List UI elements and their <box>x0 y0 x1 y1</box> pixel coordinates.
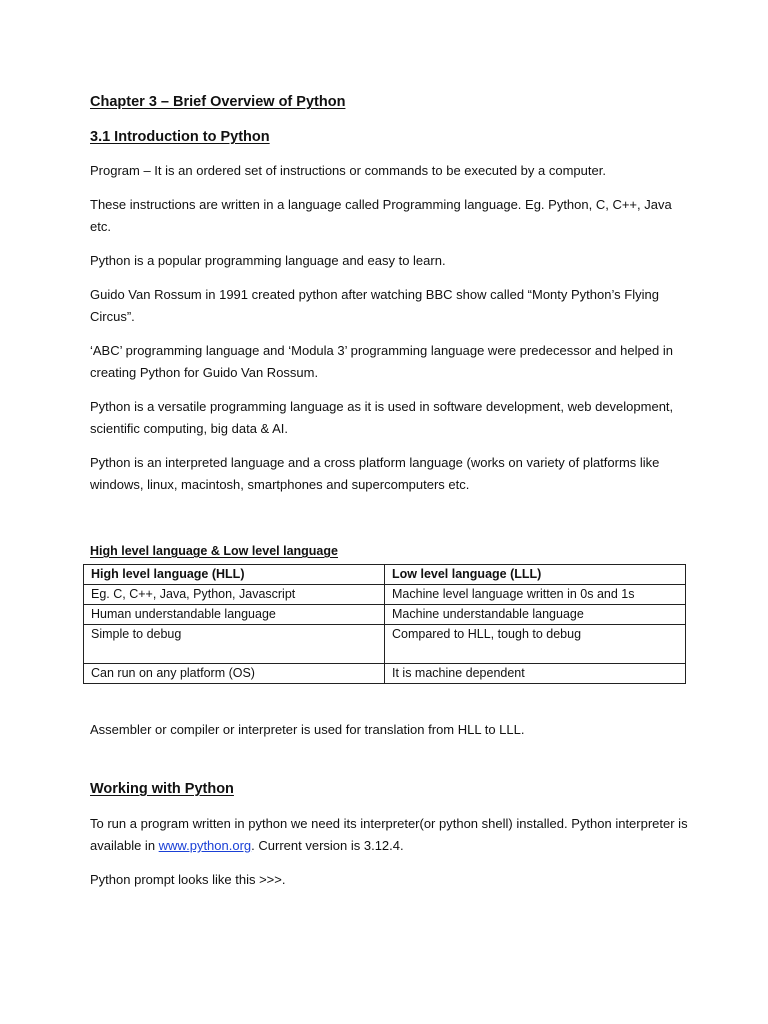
paragraph-program-definition: Program – It is an ordered set of instructions or commands to be executed by a computer. <box>90 163 606 178</box>
python-org-link[interactable]: www.python.org <box>158 838 252 853</box>
paragraph-text: To run a program written in python we need its interpreter(or python shell) installed. Python interpreter is available in <box>90 816 688 853</box>
paragraph-programming-language: These instructions are written in a language called Programming language. Eg. Python, C, C++, Java etc. <box>90 197 672 234</box>
chapter-title: Chapter 3 – Brief Overview of Python <box>90 94 346 110</box>
paragraph-interpreted: Python is an interpreted language and a cross platform language (works on variety of platforms like windows, linux, macintosh, smartphones and supercomputers etc. <box>90 455 660 492</box>
table-header-row <box>84 565 686 585</box>
paragraph-predecessors: ‘ABC’ programming language and ‘Modula 3’ programming language were predecessor and helped in creating Python for Guido Van Rossum. <box>90 343 673 380</box>
section-title: 3.1 Introduction to Python <box>90 129 270 145</box>
table-cell: Machine understandable language <box>385 605 686 625</box>
table-title: High level language & Low level language <box>90 544 338 558</box>
table-cell: Compared to HLL, tough to debug <box>385 625 686 664</box>
paragraph-translation: Assembler or compiler or interpreter is used for translation from HLL to LLL. <box>90 722 525 737</box>
paragraph-guido-history: Guido Van Rossum in 1991 created python after watching BBC show called “Monty Python’s Flying Circus”. <box>90 287 659 324</box>
table-row <box>84 625 686 664</box>
paragraph-python-prompt: Python prompt looks like this >>>. <box>90 872 286 887</box>
table-cell: Eg. C, C++, Java, Python, Javascript <box>84 585 385 605</box>
paragraph-python-popular: Python is a popular programming language and easy to learn. <box>90 253 446 268</box>
paragraph-interpreter-availability <box>90 813 688 857</box>
table-cell: Can run on any platform (OS) <box>84 664 385 684</box>
comparison-table <box>83 564 686 684</box>
table-header-lll: Low level language (LLL) <box>385 565 686 585</box>
table-header-hll: High level language (HLL) <box>84 565 385 585</box>
spacer <box>90 508 688 544</box>
table-cell: Human understandable language <box>84 605 385 625</box>
table-cell: Simple to debug <box>84 625 385 664</box>
table-cell: It is machine dependent <box>385 664 686 684</box>
spacer <box>90 753 688 781</box>
paragraph-text: . Current version is 3.12.4. <box>251 838 404 853</box>
table-cell: Machine level language written in 0s and 1s <box>385 585 686 605</box>
table-row <box>84 585 686 605</box>
table-row <box>84 664 686 684</box>
table-row <box>84 605 686 625</box>
paragraph-versatile: Python is a versatile programming language as it is used in software development, web development, scientific computing, big data & AI. <box>90 399 674 436</box>
working-with-python-title: Working with Python <box>90 781 234 797</box>
